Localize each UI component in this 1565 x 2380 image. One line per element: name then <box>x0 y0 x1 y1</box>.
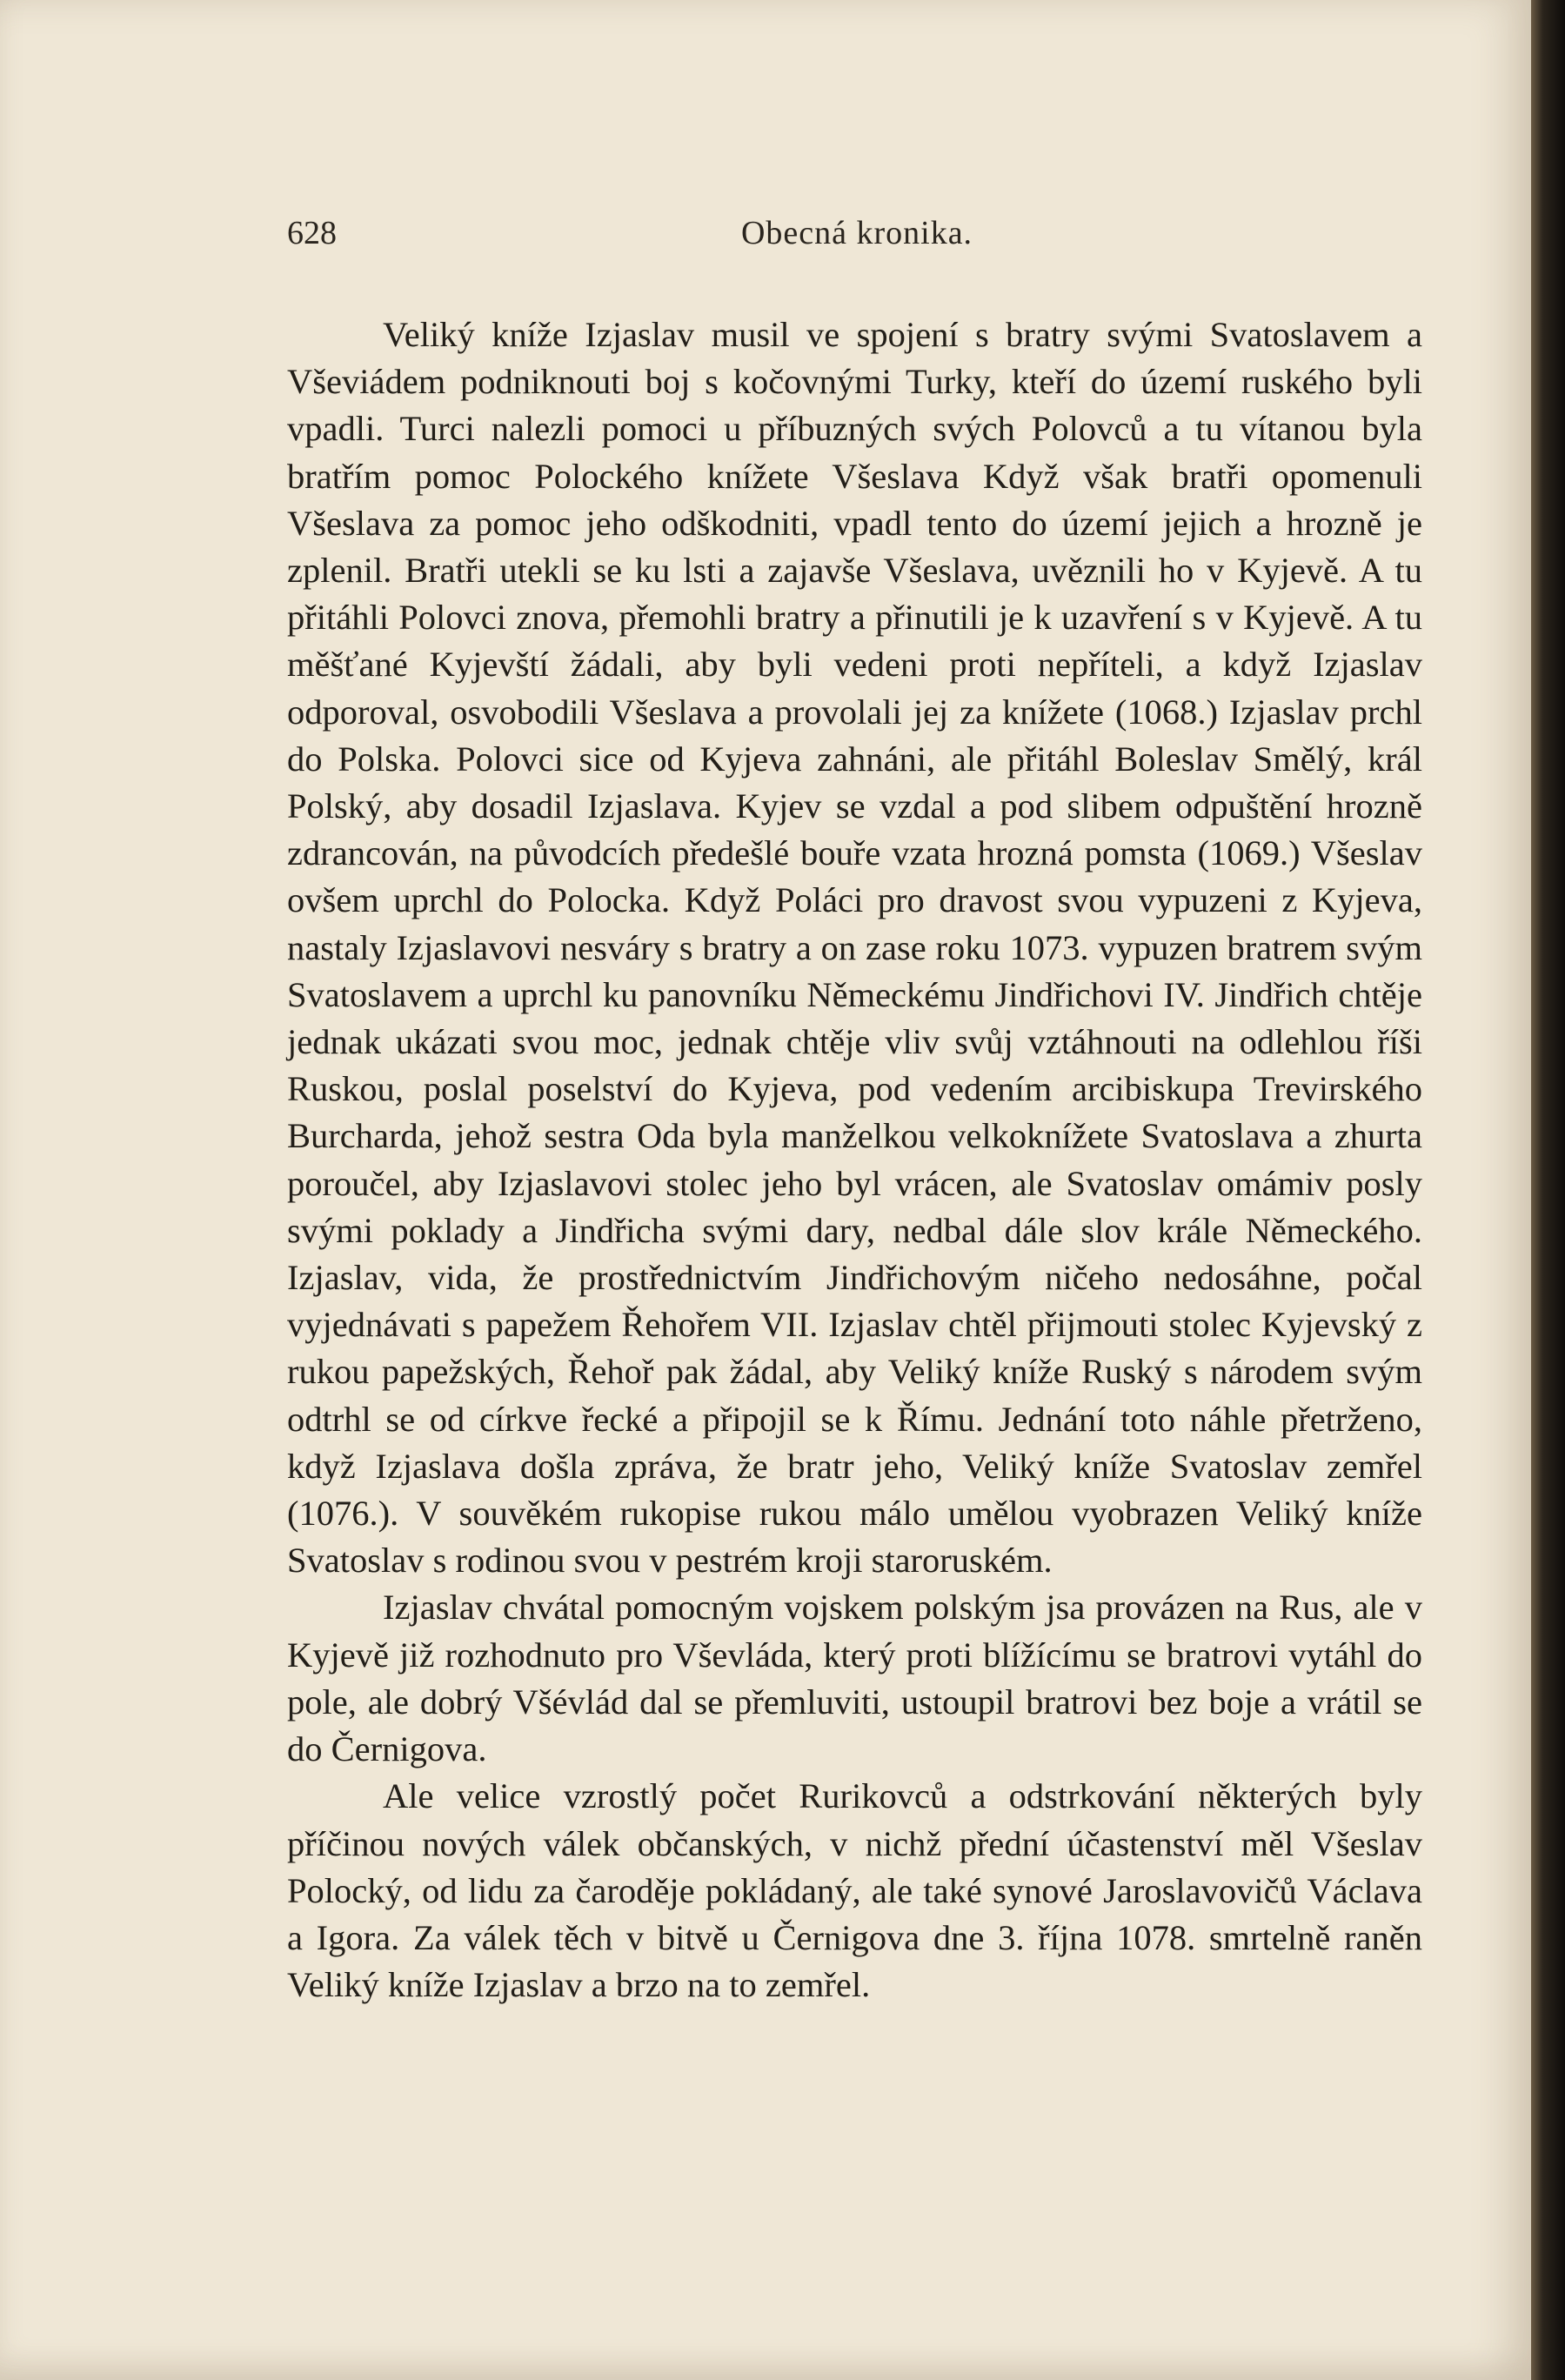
book-spine-edge <box>1531 0 1565 2380</box>
page-number: 628 <box>287 215 337 251</box>
running-title: Obecná kronika. <box>740 215 973 251</box>
paragraph-1: Veliký kníže Izjaslav musil ve spojení s bratry svými Svatoslavem a Vševiádem podniknouti boj s kočovnými Turky, kteří do území ruského byli vpadli. Turci nalezli pomoci u příbuzných svých Polovců a tu vítanou byla bratřím pomoc Polockého knížete Všeslava Když však bratři opomenuli Všeslava za pomoc jeho odškodniti, vpadl tento do území jejich a hrozně je zplenil. Bratři utekli se ku lsti a zajavše Všeslava, uvěznili ho v Kyjevě. A tu přitáhli Polovci znova, přemohli bratry a přinutili je k uzavření s v Kyjevě. A tu měšťané Kyjevští žádali, aby byli vedeni proti nepříteli, a když Izjaslav odporoval, osvobodili Všeslava a provolali jej za knížete (1068.) Izjaslav prchl do Polska. Polovci sice od Kyjeva zahnáni, ale přitáhl Boleslav Smělý, král Polský, aby dosadil Izjaslava. Kyjev se vzdal a pod slibem odpuštění hrozně zdrancován, na původcích předešlé bouře vzata hrozná pomsta (1069.) Všeslav ovšem uprchl do Polocka. Když Poláci pro dravost svou vypuzeni z Kyjeva, nastaly Izjaslavovi nesváry s bratry a on zase roku 1073. vypuzen bratrem svým Svatoslavem a uprchl ku panovníku Německému Jindřichovi IV. Jindřich chtěje jednak ukázati svou moc, jednak chtěje vliv svůj vztáhnouti na odlehlou říši Ruskou, poslal poselství do Kyjeva, pod vedením arcibiskupa Trevirského Burcharda, jehož sestra Oda byla manželkou velkoknížete Svatoslava a zhurta poroučel, aby Izjaslavovi stolec jeho byl vrácen, ale Svatoslav omámiv posly svými poklady a Jindřicha svými dary, nedbal dále slov krále Německého. Izjaslav, vida, že prostřednictvím Jindřichovým ničeho nedosáhne, počal vyjednávati s papežem Řehořem VII. Izjaslav chtěl přijmouti stolec Kyjevský z rukou papežských, Řehoř pak žádal, aby Veliký kníže Ruský s národem svým odtrhl se od církve řecké a připojil se k Římu. Jednání toto náhle přetrženo, když Izjaslava došla zpráva, že bratr jeho, Veliký kníže Svatoslav zemřel (1076.). V souvěkém rukopise rukou málo umělou vyobrazen Veliký kníže Svatoslav s rodinou svou v pestrém kroji staroruském. <box>287 315 1422 1581</box>
page-header <box>287 214 1427 266</box>
paragraph-2: Izjaslav chvátal pomocným vojskem polským jsa provázen na Rus, ale v Kyjevě již rozhodnuto pro Vševláda, který proti blížícímu se bratrovi vytáhl do pole, ale dobrý Všévlád dal se přemluviti, ustoupil bratrovi bez boje a vrátil se do Černigova. <box>287 1588 1422 1769</box>
paragraph-3: Ale velice vzrostlý počet Rurikovců a odstrkování některých byly příčinou nových válek občanských, v nichž přední účastenství měl Všeslav Polocký, od lidu za čaroděje pokládaný, ale také synové Jaroslavovičů Václava a Igora. Za válek těch v bitvě u Černigova dne 3. října 1078. smrtelně raněn Veliký kníže Izjaslav a brzo na to zemřel. <box>287 1776 1422 2005</box>
body-text <box>287 311 1422 2009</box>
